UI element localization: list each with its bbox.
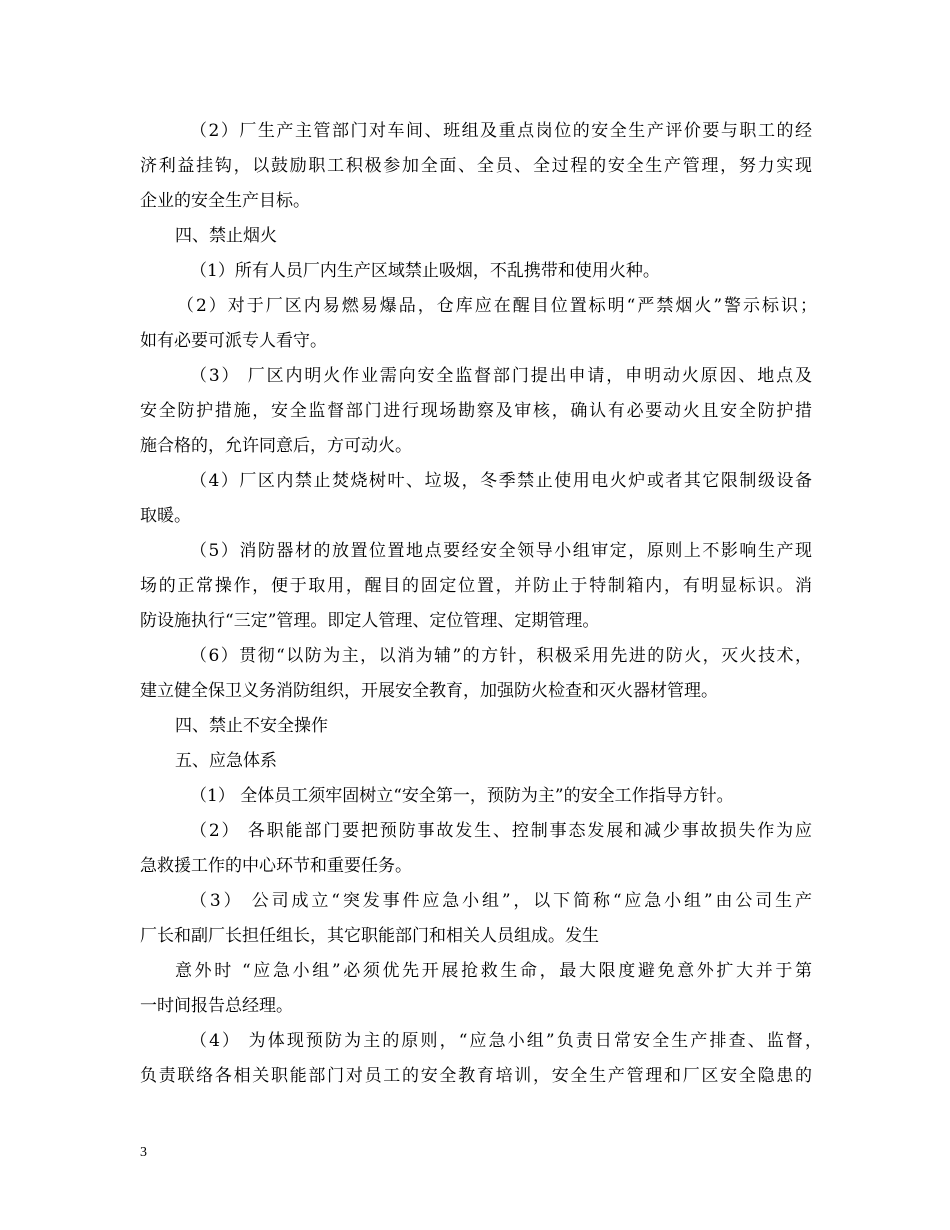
text-line: （2）厂生产主管部门对车间、班组及重点岗位的安全生产评价要与职工的经 [190,121,812,141]
text-line: 施合格的，允许同意后，方可动火。 [140,436,412,456]
text-line: 安全防护措施，安全监督部门进行现场勘察及审核，确认有必要动火且安全防护措 [140,401,812,421]
text-line: （3） 厂区内明火作业需向安全监督部门提出申请，申明动火原因、地点及 [190,366,812,386]
text-line: （2） 各职能部门要把预防事故发生、控制事态发展和减少事故损失作为应 [190,821,812,841]
text-line: 济利益挂钩，以鼓励职工积极参加全面、全员、全过程的安全生产管理，努力实现 [140,156,812,176]
text-line: （4）厂区内禁止焚烧树叶、垃圾，冬季禁止使用电火炉或者其它限制级设备 [190,471,812,491]
text-line: （2）对于厂区内易燃易爆品，仓库应在醒目位置标明“严禁烟火”警示标识； [177,296,817,316]
section-heading: 四、禁止烟火 [175,226,277,246]
text-line: （1）所有人员厂内生产区域禁止吸烟，不乱携带和使用火种。 [190,261,660,281]
text-line: 取暖。 [140,506,191,526]
text-line: 场的正常操作，便于取用，醒目的固定位置，并防止于特制箱内，有明显标识。消 [140,576,812,596]
text-line: （6）贯彻“以防为主，以消为辅”的方针，积极采用先进的防火，灭火技术， [190,646,812,666]
text-line: 意外时 “应急小组”必须优先开展抢救生命，最大限度避免意外扩大并于第 [175,961,812,981]
text-line: （1） 全体员工须牢固树立“安全第一，预防为主”的安全工作指导方针。 [190,786,734,806]
section-heading: 五、应急体系 [175,751,277,771]
text-line: 如有必要可派专人看守。 [140,331,327,351]
text-line: （4） 为体现预防为主的原则，“应急小组”负责日常安全生产排查、监督， [190,1031,822,1051]
page-number: 3 [140,1145,147,1160]
text-line: （5）消防器材的放置位置地点要经安全领导小组审定，原则上不影响生产现 [190,541,812,561]
text-line: 负责联络各相关职能部门对员工的安全教育培训，安全生产管理和厂区安全隐患的 [140,1066,812,1086]
text-line: （3） 公司成立“突发事件应急小组”，以下简称“应急小组”由公司生产 [190,891,812,911]
text-line: 急救援工作的中心环节和重要任务。 [140,856,412,876]
text-line: 企业的安全生产目标。 [140,191,310,211]
text-line: 一时间报告总经理。 [140,996,293,1016]
text-line: 厂长和副厂长担任组长，其它职能部门和相关人员组成。发生 [140,926,599,946]
text-line: 建立健全保卫义务消防组织，开展安全教育，加强防火检查和灭火器材管理。 [140,681,718,701]
section-heading: 四、禁止不安全操作 [175,716,328,736]
text-line: 防设施执行“三定”管理。即定人管理、定位管理、定期管理。 [140,611,600,631]
